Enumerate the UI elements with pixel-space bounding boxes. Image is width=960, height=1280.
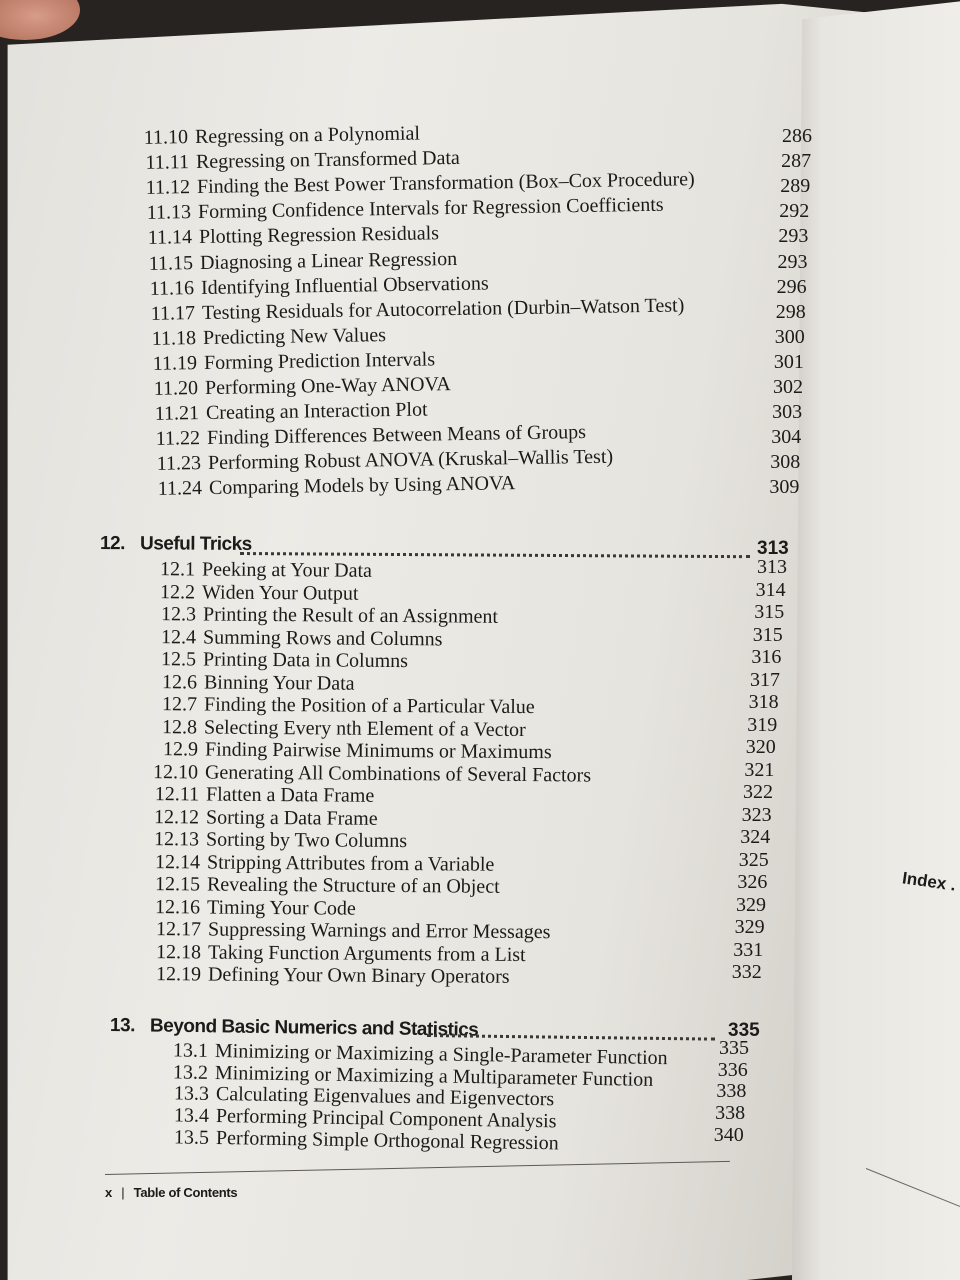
section-page-number: 302	[773, 376, 803, 398]
toc-entry[interactable]	[141, 671, 355, 696]
toc-entry[interactable]	[146, 473, 516, 502]
section-page-number: 316	[751, 646, 782, 668]
section-page-number: 292	[779, 200, 810, 223]
section-title: Widen Your Output	[202, 580, 359, 605]
section-page-number: 296	[776, 275, 807, 298]
toc-entry[interactable]	[140, 648, 408, 673]
section-number: 13.4	[173, 1104, 210, 1127]
section-title: Comparing Models by Using ANOVA	[208, 472, 516, 500]
section-number: 12.19	[156, 963, 202, 986]
section-title: Finding the Best Power Transformation (Box–Cox Procedure)	[196, 168, 695, 199]
section-page-number: 320	[745, 736, 776, 758]
toc-entry[interactable]	[145, 446, 613, 476]
section-number: 11.14	[147, 226, 193, 250]
section-number: 13.1	[172, 1039, 209, 1062]
section-page-number: 298	[775, 300, 806, 323]
section-title: Suppressing Warnings and Error Messages	[207, 918, 551, 944]
section-title: Performing Principal Component Analysis	[215, 1105, 557, 1133]
section-number: 12.4	[160, 625, 197, 648]
section-page-number: 332	[731, 961, 762, 983]
section-title: Summing Rows and Columns	[202, 625, 443, 650]
section-number: 12.10	[153, 760, 199, 783]
section-number: 12.6	[161, 670, 197, 693]
toc-entry[interactable]	[142, 783, 373, 808]
chapter-title: Beyond Basic Numerics and Statistics	[149, 1015, 479, 1041]
section-title: Forming Confidence Intervals for Regression Coefficients	[197, 193, 664, 224]
toc-entry[interactable]	[144, 896, 356, 921]
toc-entry[interactable]	[132, 122, 420, 150]
section-title: Defining Your Own Binary Operators	[208, 963, 511, 988]
section-page-number: 340	[713, 1123, 744, 1146]
section-page-number: 335	[719, 1037, 749, 1059]
section-number: 12.14	[154, 850, 200, 873]
section-page-number: 329	[736, 893, 766, 916]
section-title: Finding Pairwise Minimums or Maximums	[204, 738, 552, 764]
section-number: 13.2	[173, 1061, 209, 1084]
section-page-number: 300	[774, 325, 805, 348]
section-title: Sorting by Two Columns	[206, 828, 408, 853]
toc-entry[interactable]	[140, 626, 443, 651]
chapter-number: 12.	[99, 533, 125, 555]
section-number: 11.21	[154, 402, 200, 425]
section-number: 11.11	[145, 151, 190, 174]
section-page-number: 336	[717, 1058, 748, 1081]
toc-entry[interactable]	[143, 399, 428, 426]
section-title: Finding Differences Between Means of Groups	[206, 421, 587, 450]
section-number: 12.11	[154, 783, 199, 806]
section-title: Finding the Position of a Particular Value	[204, 693, 535, 719]
toc-entry[interactable]	[142, 373, 451, 401]
section-page-number: 317	[750, 668, 780, 691]
toc-entry[interactable]	[138, 272, 489, 301]
section-title: Calculating Eigenvalues and Eigenvectors	[215, 1083, 554, 1111]
section-number: 11.17	[150, 301, 196, 325]
section-page-number: 338	[716, 1080, 747, 1103]
section-title: Printing Data in Columns	[203, 648, 409, 673]
section-title: Stripping Attributes from a Variable	[206, 850, 495, 876]
section-page-number: 301	[773, 350, 804, 373]
section-number: 12.12	[153, 805, 199, 828]
section-page-number: 314	[755, 578, 786, 601]
section-title: Minimizing or Maximizing a Single-Parameter Function	[214, 1039, 668, 1070]
section-page-number: 324	[740, 826, 771, 848]
section-page-number: 338	[715, 1102, 746, 1125]
toc-entry[interactable]	[143, 806, 378, 831]
section-page-number: 293	[777, 250, 808, 273]
section-number: 12.13	[154, 828, 200, 851]
section-page-number: 318	[748, 691, 779, 713]
section-page-number: 286	[782, 125, 812, 147]
section-page-number: 321	[744, 758, 775, 781]
section-number: 12.9	[162, 738, 198, 761]
section-number: 12.8	[162, 715, 198, 738]
section-title: Generating All Combinations of Several Factors	[205, 760, 592, 787]
section-page-number: 287	[781, 150, 812, 173]
section-page-number: 303	[772, 401, 803, 424]
section-page-number: 331	[733, 938, 764, 961]
section-page-number: 293	[778, 225, 809, 248]
section-page-number: 323	[741, 803, 772, 826]
page-footer	[105, 1185, 237, 1200]
section-number: 12.3	[160, 603, 196, 626]
section-number: 11.15	[148, 251, 194, 275]
section-number: 11.16	[149, 276, 195, 300]
section-number: 11.22	[155, 427, 201, 451]
section-title: Sorting a Data Frame	[205, 805, 378, 830]
toc-entry[interactable]	[139, 581, 359, 606]
section-number: 11.20	[153, 377, 199, 400]
toc-entry[interactable]	[145, 918, 551, 944]
section-page-number: 326	[737, 871, 768, 893]
section-title: Minimizing or Maximizing a Multiparameter Function	[215, 1061, 654, 1091]
section-title: Plotting Regression Residuals	[198, 222, 440, 249]
section-page-number: 304	[771, 426, 802, 449]
toc-entry[interactable]	[137, 247, 457, 275]
chapter-page-number: 335	[728, 1020, 760, 1041]
toc-entry[interactable]	[145, 963, 510, 989]
section-number: 12.1	[159, 558, 196, 581]
section-title: Binning Your Data	[203, 670, 355, 695]
section-title: Revealing the Structure of an Object	[206, 873, 500, 898]
footer-label: Table of Contents	[133, 1185, 238, 1200]
section-page-number: 289	[780, 175, 811, 198]
section-page-number: 322	[743, 781, 773, 803]
section-title: Performing One-Way ANOVA	[204, 373, 451, 400]
toc-entry[interactable]	[143, 828, 407, 853]
section-number: 11.12	[145, 176, 191, 200]
section-page-number: 319	[747, 713, 778, 736]
section-title: Regressing on Transformed Data	[195, 146, 460, 174]
toc-entry[interactable]	[141, 348, 435, 376]
footer-separator: |	[121, 1185, 125, 1200]
toc-entry[interactable]	[140, 603, 498, 629]
section-title: Regressing on a Polynomial	[194, 122, 421, 149]
section-page-number: 308	[770, 451, 801, 474]
section-title: Performing Simple Orthogonal Regression	[216, 1126, 560, 1155]
section-number: 12.15	[154, 873, 200, 896]
section-number: 11.24	[157, 477, 203, 501]
chapter-heading[interactable]	[110, 1015, 479, 1042]
section-number: 12.16	[155, 895, 201, 918]
section-title: Identifying Influential Observations	[200, 272, 489, 299]
section-number: 12.17	[155, 918, 201, 941]
section-number: 12.7	[162, 693, 198, 716]
section-page-number: 325	[738, 848, 769, 871]
index-heading: Index .	[901, 868, 957, 895]
section-number: 11.18	[151, 326, 197, 350]
section-title: Forming Prediction Intervals	[203, 348, 436, 374]
folio: x	[105, 1185, 112, 1200]
section-page-number: 309	[769, 476, 800, 499]
section-title: Selecting Every nth Element of a Vector	[204, 715, 527, 741]
chapter-number: 13.	[109, 1015, 136, 1037]
toc-entry[interactable]	[136, 223, 439, 251]
section-number: 12.2	[160, 580, 196, 603]
section-title: Predicting New Values	[202, 323, 387, 349]
chapter-page-number: 313	[757, 538, 789, 559]
toc-entry[interactable]	[144, 873, 500, 899]
section-title: Flatten a Data Frame	[205, 783, 374, 807]
section-number: 11.13	[146, 201, 192, 225]
section-number: 12.5	[161, 648, 197, 671]
section-number: 13.3	[173, 1082, 209, 1106]
section-title: Printing the Result of an Assignment	[202, 603, 498, 628]
leader-dots	[240, 552, 750, 558]
section-number: 11.23	[156, 452, 202, 476]
toc-entry[interactable]	[140, 324, 386, 351]
toc-entry[interactable]	[133, 147, 460, 175]
section-title: Performing Robust ANOVA (Kruskal–Wallis Test)	[207, 445, 614, 475]
section-page-number: 315	[752, 623, 783, 646]
section-number: 11.19	[152, 352, 198, 375]
toc-entry[interactable]	[143, 851, 494, 877]
section-title: Taking Function Arguments from a List	[207, 940, 526, 966]
toc-entry[interactable]	[141, 693, 535, 719]
section-title: Timing Your Code	[207, 895, 357, 920]
section-title: Creating an Interaction Plot	[205, 398, 428, 425]
section-title: Testing Residuals for Autocorrelation (Durbin–Watson Test)	[201, 294, 685, 324]
chapter-title: Useful Tricks	[139, 533, 252, 555]
section-page-number: 329	[734, 916, 765, 938]
toc-entry[interactable]	[142, 738, 552, 764]
section-title: Peeking at Your Data	[201, 558, 373, 582]
section-number: 11.10	[143, 126, 189, 149]
chapter-heading[interactable]	[100, 533, 252, 556]
toc-entry[interactable]	[139, 558, 372, 583]
section-page-number: 313	[757, 556, 787, 578]
section-title: Diagnosing a Linear Regression	[199, 247, 458, 274]
section-number: 13.5	[174, 1126, 210, 1149]
section-number: 12.18	[155, 940, 202, 963]
section-page-number: 315	[754, 601, 785, 623]
